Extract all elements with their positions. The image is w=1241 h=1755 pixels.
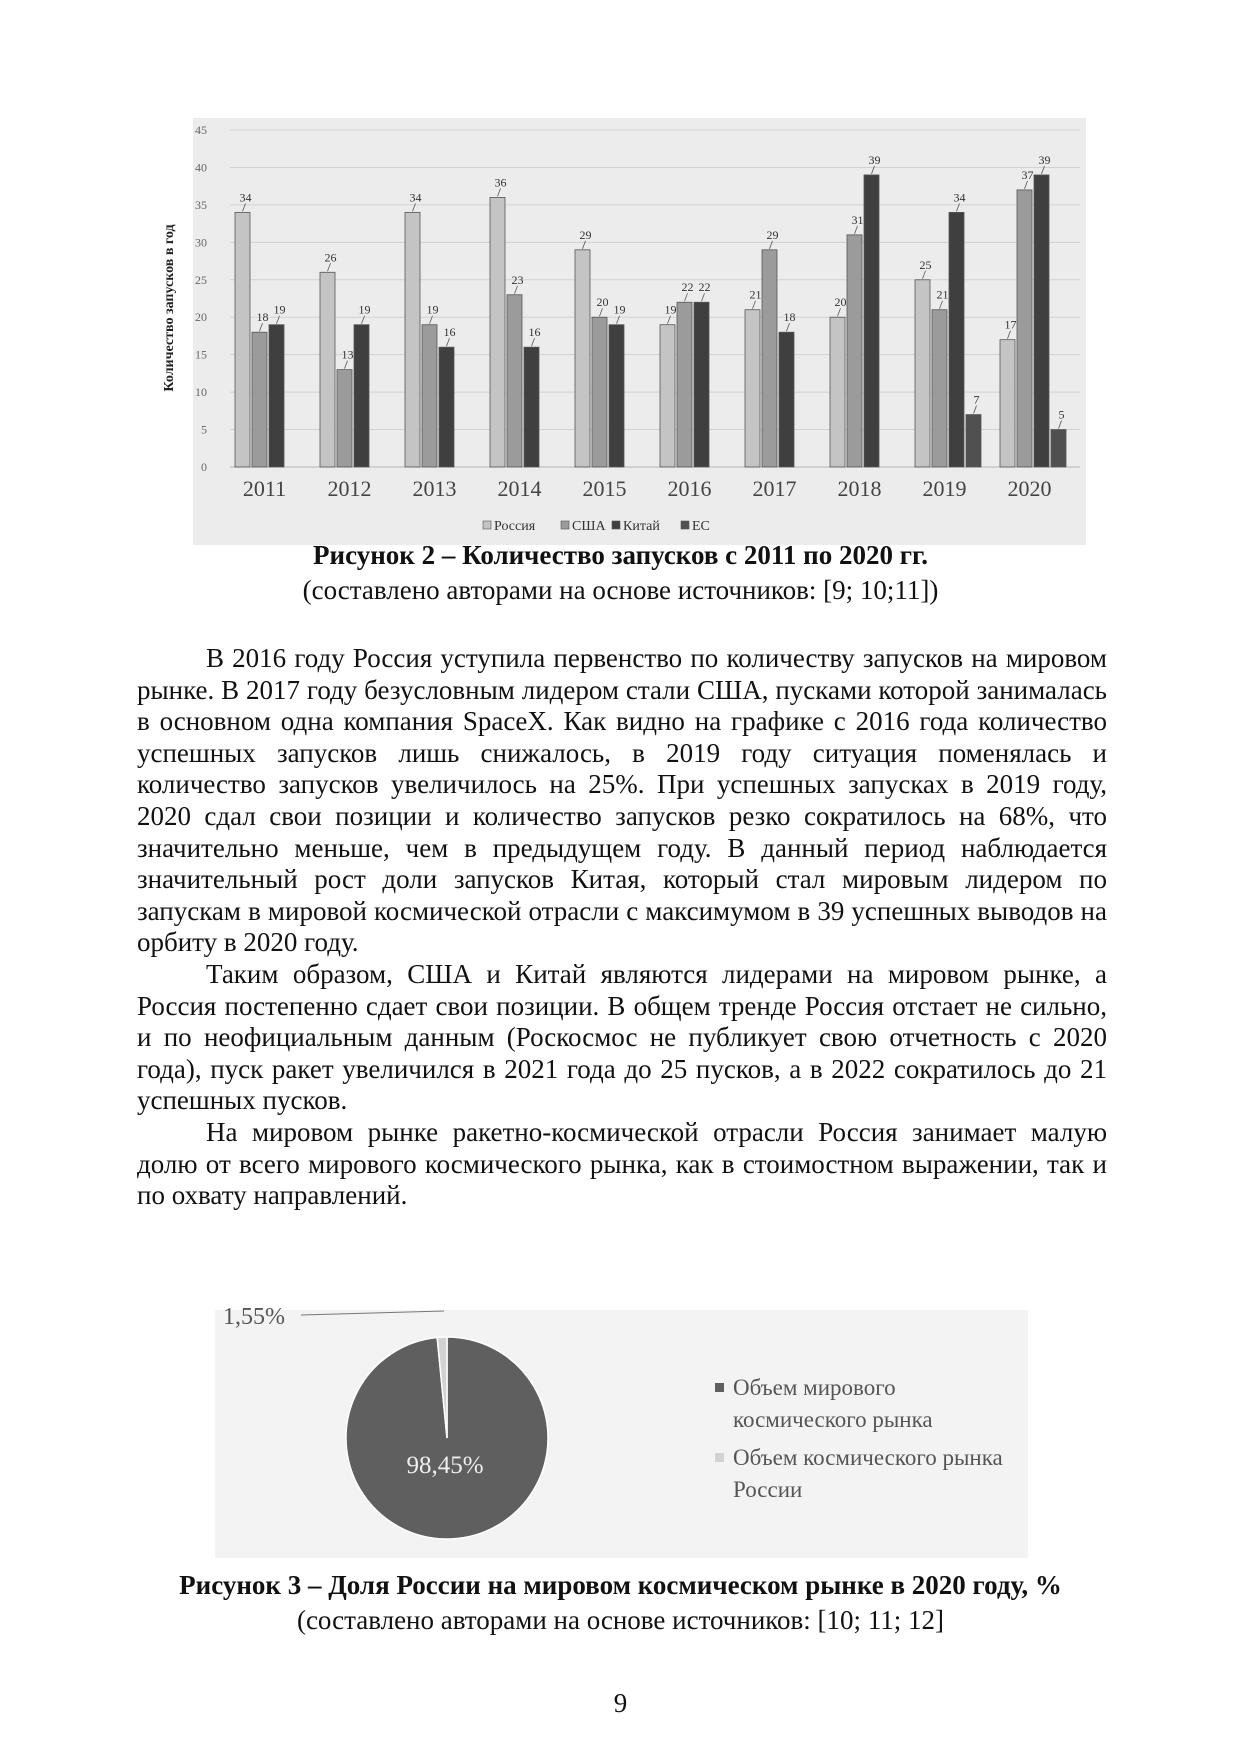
bar — [320, 272, 335, 467]
data-label: 25 — [919, 257, 932, 272]
bar — [1051, 430, 1066, 467]
data-label: 18 — [256, 310, 269, 325]
bar — [762, 250, 777, 467]
paragraph: Таким образом, США и Китай являются лидерами на мировом рынке, а Россия постепенно сдает свои позиции. В общем тренде Россия отстает не сильно, и по неофициальным данным (Роскосмос не публикует свою отчетность с 2020 года), пуск ракет увеличился в 2021 года до 25 пусков, а в 2022 сократилось до 21 успешных пусков. — [137, 958, 1107, 1116]
y-tick-label: 15 — [195, 347, 207, 362]
legend-label-russia: Объем космического рынка России — [733, 1445, 1003, 1502]
data-label: 20 — [834, 295, 847, 310]
bar — [677, 302, 692, 467]
x-tick-label: 2011 — [242, 476, 287, 501]
data-label-leader — [1059, 421, 1062, 429]
data-label: 19 — [664, 302, 677, 317]
data-label-leader — [532, 338, 535, 346]
bar — [609, 325, 624, 467]
data-label: 19 — [358, 302, 371, 317]
x-tick-label: 2013 — [412, 476, 457, 501]
legend-swatch — [612, 521, 620, 529]
data-label: 22 — [681, 280, 694, 295]
legend-swatch — [483, 521, 491, 529]
data-label: 17 — [1004, 317, 1017, 332]
x-tick-label: 2020 — [1007, 476, 1052, 501]
legend-swatch — [561, 521, 569, 529]
bar — [830, 317, 845, 467]
data-label: 31 — [851, 212, 864, 227]
y-tick-label: 30 — [195, 235, 207, 250]
x-tick-label: 2012 — [327, 476, 372, 501]
data-label: 5 — [1058, 407, 1065, 422]
data-label-leader — [1025, 181, 1028, 189]
legend-swatch-russia — [715, 1453, 724, 1462]
data-label-leader — [328, 263, 331, 271]
bar — [660, 325, 675, 467]
y-tick-label: 45 — [195, 123, 207, 137]
data-label: 19 — [613, 302, 626, 317]
data-label: 23 — [511, 272, 524, 287]
data-label: 22 — [698, 280, 711, 295]
bar — [1017, 190, 1032, 467]
data-label-leader — [1008, 331, 1011, 339]
bar — [405, 212, 420, 467]
data-label-leader — [702, 293, 705, 301]
data-label: 26 — [324, 250, 337, 265]
data-label: 37 — [1021, 167, 1034, 182]
y-tick-label: 20 — [195, 310, 207, 325]
x-tick-label: 2016 — [667, 476, 712, 501]
data-label: 13 — [341, 347, 354, 362]
legend-label: США — [572, 519, 606, 534]
bar — [422, 325, 437, 467]
y-tick-label: 10 — [195, 385, 207, 400]
bar — [966, 415, 981, 467]
x-tick-label: 2017 — [752, 476, 797, 501]
pie-label-leader — [301, 1311, 444, 1315]
bar — [932, 310, 947, 467]
data-label-leader — [923, 271, 926, 279]
data-label-leader — [498, 188, 501, 196]
bar — [354, 325, 369, 467]
pie-legend-item — [715, 1372, 1015, 1436]
bar — [592, 317, 607, 467]
x-tick-label: 2018 — [837, 476, 882, 501]
data-label: 16 — [528, 325, 541, 340]
paragraph: В 2016 году Россия уступила первенство по количеству запусков на мировом рынке. В 2017 году безусловным лидером стали США, пусками которой занималась в основном одна компания SpaceX. Как видно на графике с 2016 года количество успешных запусков лишь снижалось, в 2019 году ситуация поменялась и количество запусков увеличилось на 25%. При успешных запусках в 2019 году, 2020 сдал свои позиции и количество запусков резко сократилось на 68%, что значительно меньше, чем в предыдущем году. В данный период наблюдается значительный рост доли запусков Китая, который стал мировым лидером по запускам в мировой космической отрасли с максимумом в 39 успешных выводов на орбиту в 2020 году. — [137, 643, 1107, 958]
bar — [864, 175, 879, 467]
pie-label-russia: 1,55% — [223, 1304, 285, 1330]
market-share-pie-chart — [215, 1304, 1028, 1558]
body-text — [137, 643, 1107, 1212]
data-label: 36 — [494, 175, 507, 190]
bar — [575, 250, 590, 467]
bar — [1034, 175, 1049, 467]
bar — [490, 197, 505, 467]
data-label-leader — [855, 226, 858, 234]
launches-bar-chart — [162, 118, 1086, 545]
data-label: 18 — [783, 310, 796, 325]
figure-3-source: (составлено авторами на основе источников: [10; 11; 12] — [296, 1605, 945, 1635]
x-tick-label: 2015 — [582, 476, 627, 501]
pie-legend — [715, 1372, 1015, 1512]
bar — [779, 332, 794, 467]
data-label-leader — [753, 301, 756, 309]
bar-chart-svg — [162, 118, 1086, 545]
bar — [507, 295, 522, 467]
pie-legend-item — [715, 1442, 1015, 1506]
data-label: 34 — [953, 190, 966, 205]
bar — [745, 310, 760, 467]
y-tick-label: 35 — [195, 197, 207, 212]
data-label-leader — [260, 323, 263, 331]
legend-label-world: Объем мирового космического рынка — [733, 1375, 933, 1432]
y-tick-label: 5 — [201, 422, 207, 437]
data-label: 34 — [239, 190, 252, 205]
data-label: 29 — [579, 227, 592, 242]
data-label-leader — [600, 308, 603, 316]
data-label: 39 — [868, 152, 881, 167]
paragraph: На мировом рынке ракетно-космической отрасли Россия занимает малую долю от всего мирового космического рынка, как в стоимостном выражении, так и по охвату направлений. — [137, 1116, 1107, 1211]
data-label: 20 — [596, 295, 609, 310]
figure-2-source: (составлено авторами на основе источников: [9; 10;11]) — [302, 575, 939, 605]
figure-2-title: Рисунок 2 – Количество запусков с 2011 по 2020 гг. — [313, 540, 928, 570]
bar — [949, 212, 964, 467]
legend-label: ЕС — [692, 519, 710, 534]
bar — [847, 235, 862, 467]
data-label: 29 — [766, 227, 779, 242]
bar — [694, 302, 709, 467]
y-axis-label: Количество запусков в год — [162, 224, 177, 392]
bar — [235, 212, 250, 467]
data-label-leader — [838, 308, 841, 316]
pie-label-world: 98,45% — [406, 1452, 484, 1479]
data-label: 39 — [1038, 152, 1051, 167]
legend-label: Китай — [623, 519, 660, 534]
page-number: 9 — [613, 1688, 628, 1718]
bar — [337, 370, 352, 467]
figure-3-title: Рисунок 3 – Доля России на мировом космическом рынке в 2020 году, % — [179, 1570, 1062, 1600]
bar — [269, 325, 284, 467]
y-tick-label: 0 — [201, 460, 207, 474]
legend-swatch-world — [715, 1383, 724, 1392]
x-tick-label: 2014 — [497, 476, 542, 501]
data-label-leader — [940, 301, 943, 309]
x-tick-label: 2019 — [922, 476, 967, 501]
bar — [524, 347, 539, 467]
data-label: 19 — [426, 302, 439, 317]
y-tick-label: 40 — [195, 160, 207, 175]
bar — [1000, 340, 1015, 467]
data-label-leader — [974, 406, 977, 414]
data-label-leader — [515, 286, 518, 294]
legend-label: Россия — [494, 519, 536, 534]
data-label-leader — [345, 361, 348, 369]
data-label-leader — [447, 338, 450, 346]
bar — [439, 347, 454, 467]
data-label: 21 — [936, 287, 949, 302]
bar — [915, 280, 930, 467]
data-label: 34 — [409, 190, 422, 205]
data-label: 16 — [443, 325, 456, 340]
bar — [252, 332, 267, 467]
y-tick-label: 25 — [195, 272, 207, 287]
data-label-leader — [685, 293, 688, 301]
data-label-leader — [787, 323, 790, 331]
data-label: 21 — [749, 287, 762, 302]
data-label: 7 — [973, 392, 980, 407]
legend-swatch — [681, 521, 689, 529]
data-label: 19 — [273, 302, 286, 317]
